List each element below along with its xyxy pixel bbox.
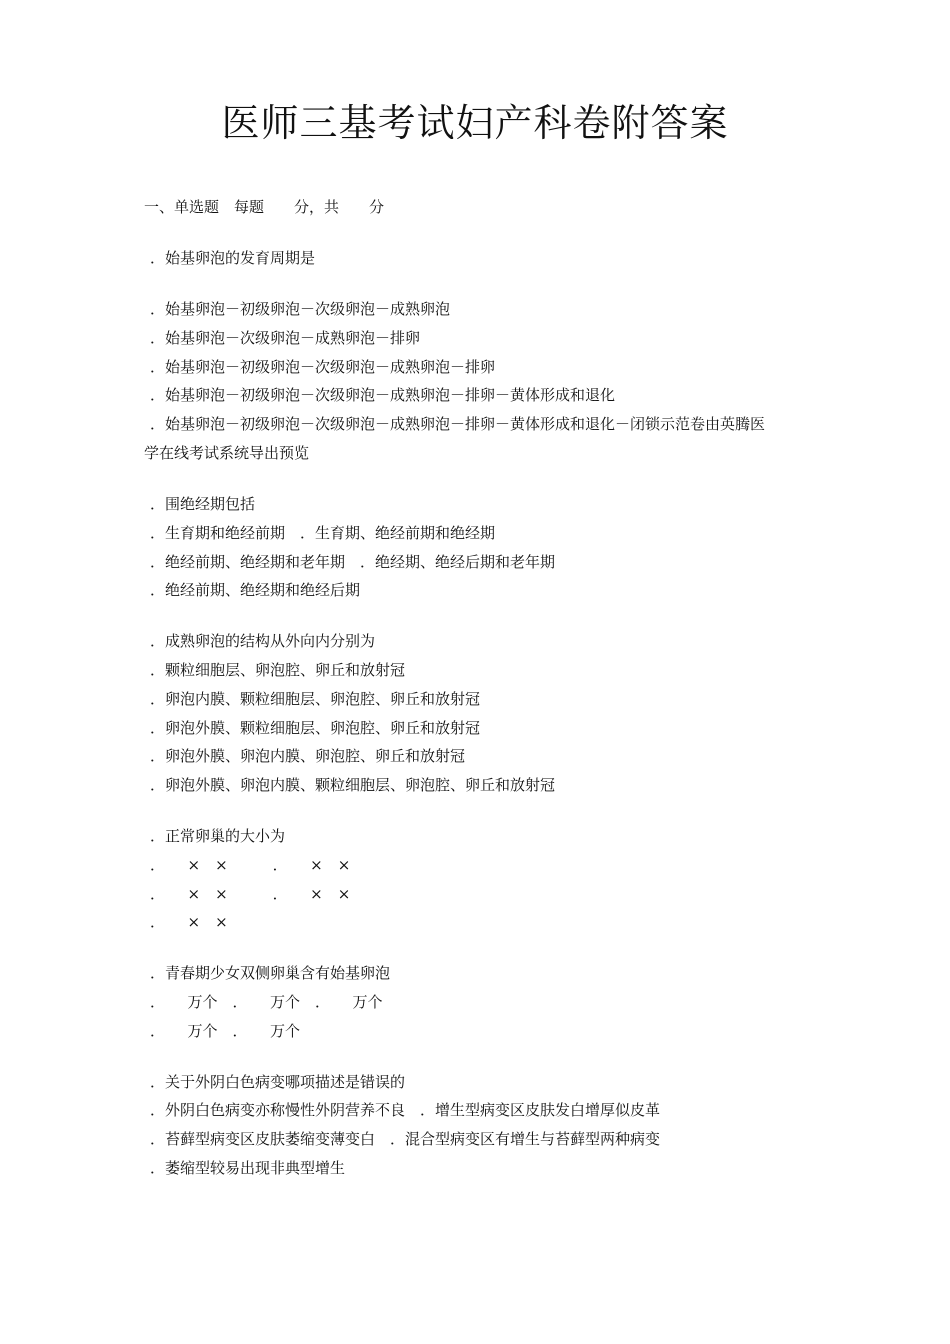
question-option: ．始基卵泡－初级卵泡－次级卵泡－成熟卵泡 [150,300,451,318]
section-heading: 一、单选题 每题 分，共 分 [144,198,385,216]
question-stem: ．始基卵泡的发育周期是 [150,249,316,267]
question-option: ．卵泡外膜、颗粒细胞层、卵泡腔、卵丘和放射冠 [150,719,481,737]
question-option: ．绝经前期、绝经期和老年期 ．绝经期、绝经后期和老年期 [150,553,556,571]
question-option: ．始基卵泡－初级卵泡－次级卵泡－成熟卵泡－排卵 [150,358,496,376]
question-option: ． 万个 ． 万个 ． 万个 [150,993,383,1011]
question-option: ．苔藓型病变区皮肤萎缩变薄变白 ．混合型病变区有增生与苔藓型两种病变 [150,1130,661,1148]
question-option: ．绝经前期、绝经期和绝经后期 [150,581,361,599]
question-option: ． 万个 ． 万个 [150,1022,301,1040]
question-option: ．卵泡内膜、颗粒细胞层、卵泡腔、卵丘和放射冠 [150,690,481,708]
question-option: ． × × ． × × [150,885,351,903]
document-title: 医师三基考试妇产科卷附答案 [221,101,729,145]
question-option: ．卵泡外膜、卵泡内膜、卵泡腔、卵丘和放射冠 [150,747,466,765]
question-option: ．生育期和绝经前期 ．生育期、绝经前期和绝经期 [150,524,496,542]
question-option: ． × × [150,913,228,931]
question-stem: ．成熟卵泡的结构从外向内分别为 [150,632,376,650]
question-option: ．卵泡外膜、卵泡内膜、颗粒细胞层、卵泡腔、卵丘和放射冠 [150,776,556,794]
question-option-continuation: 学在线考试系统导出预览 [144,444,310,462]
question-stem: ．正常卵巢的大小为 [150,827,286,845]
question-option: ．始基卵泡－初级卵泡－次级卵泡－成熟卵泡－排卵－黄体形成和退化 [150,386,616,404]
question-option: ．始基卵泡－初级卵泡－次级卵泡－成熟卵泡－排卵－黄体形成和退化－闭锁示范卷由英腾医 [150,415,766,433]
question-option: ．始基卵泡－次级卵泡－成熟卵泡－排卵 [150,329,421,347]
question-stem: ．青春期少女双侧卵巢含有始基卵泡 [150,964,391,982]
question-option: ．颗粒细胞层、卵泡腔、卵丘和放射冠 [150,661,406,679]
question-stem: ．围绝经期包括 [150,495,256,513]
question-option: ．外阴白色病变亦称慢性外阴营养不良 ．增生型病变区皮肤发白增厚似皮革 [150,1101,661,1119]
question-stem: ．关于外阴白色病变哪项描述是错误的 [150,1073,406,1091]
question-option: ．萎缩型较易出现非典型增生 [150,1159,346,1177]
question-option: ． × × ． × × [150,856,351,874]
